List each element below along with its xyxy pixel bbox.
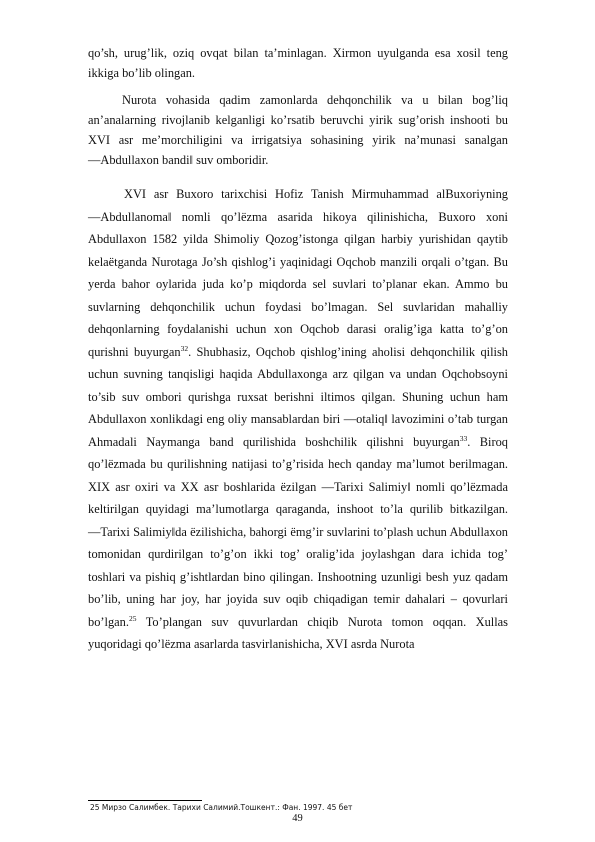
paragraph-3 <box>88 183 508 656</box>
paragraph-2-text: Nurota vohasida qadim zamonlarda dehqonchilik va u bilan bog’liq an’analarning rivojlanib kelganligi ko’rsatib beruvchi yirik sug’orish inshooti bu XVI asr me’morchiligini va irrigatsiya sohasining yirik na’munasi sanalgan ―Abdullaxon bandi‖ suv omboridir. <box>88 93 508 167</box>
paragraph-3-text <box>88 183 508 656</box>
paragraph-3-part-4: To’plangan suv quvurlardan chiqib Nurota tomon oqqan. Xullas yuqoridagi qo’lёzma asarlarda tasvirlanishicha, XVI asrda Nurota <box>88 614 508 651</box>
page-number: 49 <box>292 813 303 824</box>
paragraph-3-part-1: XVI asr Buxoro tarixchisi Hofiz Tanish Mirmuhammad alBuxoriyning ―Abdullanoma‖ nomli qo’lёzma asarida hikoya qilinishicha, Buxoro xoni Abdullaxon 1582 yilda Shimoliy Qozog’istonga qilgan harbiy yurishidan qaytib kelaёtganda Nurotaga Jo’sh qishlog’i yaqinidagi Oqchob manzili orqali o’tgan. Bu yerda bahor oylarida juda ko’p miqdorda sel suvlari to’planar ekan. Ammo bu suvlarning dehqonchilik uchun foydasi bo’lmagan. Sel suvlaridan mahalliy dehqonlarning foydalanishi uchun xon Oqchob darasi oralig’iga katta to’g’on qurishni buyurgan <box>88 187 508 359</box>
footnote-reference-32: 32 <box>180 343 189 353</box>
footnote-25: 25 Мирзо Салимбек. Тарихи Салимий.Тошкент.: Фан. 1997. 45 бет <box>90 803 353 812</box>
paragraph-1 <box>88 43 508 83</box>
paragraph-1-text: qo’sh, urug’lik, oziq ovqat bilan ta’minlagan. Xirmon uyulganda esa xosil teng ikkiga bo’lib olingan. <box>88 46 508 80</box>
paragraph-3-part-2: . Shubhasiz, Oqchob qishlog’ining aholisi dehqonchilik qilish uchun suvning tanqisligi haqida Abdullaxonga arz qilgan va undan Oqchobsoyni to’sib suv ombori qurishga ruxsat berishni iltimos qilgan. Shuning uchun ham Abdullaxon xonlikdagi eng oliy mansablardan biri ―otaliq‖ lavozimini o’tab turgan Ahmadali Naymanga band qurilishida boshchilik qilishni buyurgan <box>88 344 508 449</box>
paragraph-3-part-3: . Biroq qo’lёzmada bu qurilishning natijasi to’g’risida hech qanday ma’lumot berilmagan. XIX asr oxiri va XX asr boshlarida ёzilgan ―Tarixi Salimiy‖ nomli qo’lёzmada keltirilgan quyidagi ma’lumotlarga qaraganda, inshoot to’la qurilib bitkazilgan. ―Tarixi Salimiy‖da ёzilishicha, bahorgi ёmg’ir suvlarini to’plash uchun Abdullaxon tomonidan qurdirilgan to’g’on ikki tog’ oralig’ida joylashgan dara ichida tog’ toshlari va pishiq g’ishtlardan bino qilingan. Inshootning uzunligi besh yuz qadam bo’lib, uning har joy, har joyida suv oqib chiqadigan temir dahalari – qovurlari bo’lgan. <box>88 434 508 629</box>
paragraph-2 <box>88 90 508 170</box>
footnote-separator <box>88 800 202 801</box>
footnote-reference-33: 33 <box>459 433 468 443</box>
footnote-reference-25: 25 <box>128 613 137 623</box>
